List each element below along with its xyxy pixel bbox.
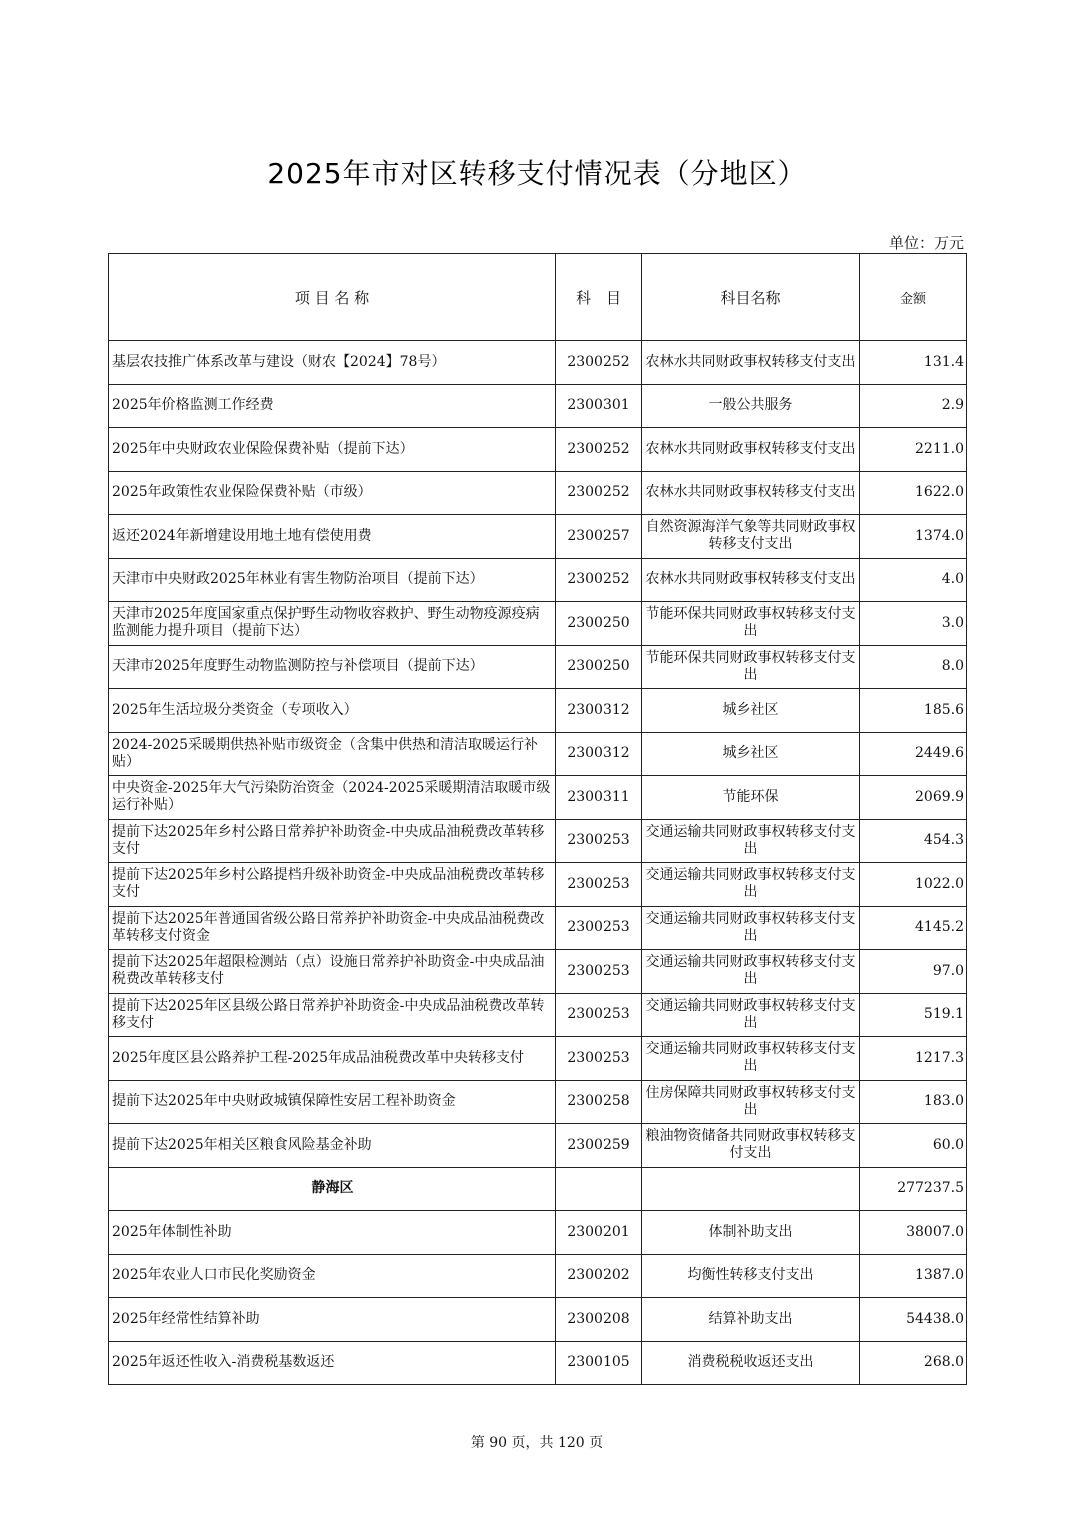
- cell-name: 提前下达2025年相关区粮食风险基金补助: [109, 1124, 556, 1168]
- transfer-table: [108, 253, 967, 1385]
- cell-amount: 2449.6: [860, 732, 967, 776]
- cell-amount: 268.0: [860, 1341, 967, 1385]
- cell-code: 2300258: [556, 1080, 642, 1124]
- cell-amount: 3.0: [860, 602, 967, 646]
- table-row: [109, 993, 967, 1037]
- cell-amount: 185.6: [860, 689, 967, 733]
- table-row: [109, 1037, 967, 1081]
- table-row: [109, 819, 967, 863]
- table-row: [109, 1254, 967, 1298]
- cell-name: 提前下达2025年区县级公路日常养护补助资金-中央成品油税费改革转移支付: [109, 993, 556, 1037]
- cell-name: 提前下达2025年超限检测站（点）设施日常养护补助资金-中央成品油税费改革转移支付: [109, 950, 556, 994]
- cell-subject: 住房保障共同财政事权转移支付支出: [642, 1080, 860, 1124]
- cell-subject: 节能环保: [642, 776, 860, 820]
- cell-subject: 城乡社区: [642, 732, 860, 776]
- header-subject: 科目名称: [642, 254, 860, 341]
- cell-code: 2300253: [556, 1037, 642, 1081]
- cell-name: 静海区: [109, 1167, 556, 1211]
- cell-amount: 277237.5: [860, 1167, 967, 1211]
- cell-amount: 4.0: [860, 558, 967, 602]
- cell-name: 天津市2025年度国家重点保护野生动物收容救护、野生动物疫源疫病监测能力提升项目（提前下达）: [109, 602, 556, 646]
- cell-name: 提前下达2025年中央财政城镇保障性安居工程补助资金: [109, 1080, 556, 1124]
- cell-code: 2300252: [556, 471, 642, 515]
- table-row: [109, 732, 967, 776]
- cell-amount: 1022.0: [860, 863, 967, 907]
- cell-subject: 农林水共同财政事权转移支付支出: [642, 558, 860, 602]
- cell-code: 2300253: [556, 819, 642, 863]
- table-row: [109, 428, 967, 472]
- cell-code: 2300312: [556, 732, 642, 776]
- cell-name: 2025年度区县公路养护工程-2025年成品油税费改革中央转移支付: [109, 1037, 556, 1081]
- header-row: [109, 254, 967, 341]
- cell-amount: 2.9: [860, 384, 967, 428]
- cell-code: 2300250: [556, 645, 642, 689]
- cell-name: 2024-2025采暖期供热补贴市级资金（含集中供热和清洁取暖运行补贴）: [109, 732, 556, 776]
- cell-subject: 交通运输共同财政事权转移支付支出: [642, 1037, 860, 1081]
- cell-code: [556, 1167, 642, 1211]
- table-row: [109, 384, 967, 428]
- cell-code: 2300259: [556, 1124, 642, 1168]
- cell-amount: 38007.0: [860, 1211, 967, 1255]
- table-row: [109, 863, 967, 907]
- cell-amount: 4145.2: [860, 906, 967, 950]
- table-row: [109, 1211, 967, 1255]
- cell-name: 2025年返还性收入-消费税基数返还: [109, 1341, 556, 1385]
- cell-subject: 节能环保共同财政事权转移支付支出: [642, 602, 860, 646]
- cell-amount: 519.1: [860, 993, 967, 1037]
- cell-code: 2300250: [556, 602, 642, 646]
- cell-amount: 131.4: [860, 341, 967, 385]
- table-row: [109, 471, 967, 515]
- cell-amount: 1374.0: [860, 515, 967, 559]
- cell-subject: 农林水共同财政事权转移支付支出: [642, 428, 860, 472]
- table-row: [109, 776, 967, 820]
- cell-name: 基层农技推广体系改革与建设（财农【2024】78号）: [109, 341, 556, 385]
- cell-subject: 交通运输共同财政事权转移支付支出: [642, 906, 860, 950]
- table-row: [109, 602, 967, 646]
- cell-code: 2300208: [556, 1298, 642, 1342]
- page-title: 2025年市对区转移支付情况表（分地区）: [267, 157, 807, 190]
- cell-subject: 一般公共服务: [642, 384, 860, 428]
- cell-name: 天津市中央财政2025年林业有害生物防治项目（提前下达）: [109, 558, 556, 602]
- cell-code: 2300253: [556, 863, 642, 907]
- unit-label: 单位：万元: [888, 234, 964, 252]
- cell-subject: 交通运输共同财政事权转移支付支出: [642, 819, 860, 863]
- cell-name: 提前下达2025年乡村公路日常养护补助资金-中央成品油税费改革转移支付: [109, 819, 556, 863]
- cell-name: 提前下达2025年乡村公路提档升级补助资金-中央成品油税费改革转移支付: [109, 863, 556, 907]
- cell-code: 2300253: [556, 993, 642, 1037]
- cell-code: 2300202: [556, 1254, 642, 1298]
- table-row: [109, 1341, 967, 1385]
- cell-subject: 交通运输共同财政事权转移支付支出: [642, 950, 860, 994]
- cell-subject: 交通运输共同财政事权转移支付支出: [642, 993, 860, 1037]
- cell-code: 2300252: [556, 341, 642, 385]
- cell-name: 天津市2025年度野生动物监测防控与补偿项目（提前下达）: [109, 645, 556, 689]
- table-row: [109, 645, 967, 689]
- cell-amount: 1622.0: [860, 471, 967, 515]
- cell-code: 2300252: [556, 558, 642, 602]
- table-row: [109, 1124, 967, 1168]
- cell-name: 返还2024年新增建设用地土地有偿使用费: [109, 515, 556, 559]
- table-row: [109, 1298, 967, 1342]
- cell-code: 2300253: [556, 906, 642, 950]
- cell-code: 2300301: [556, 384, 642, 428]
- table-row: [109, 515, 967, 559]
- cell-code: 2300257: [556, 515, 642, 559]
- cell-subject: 消费税税收返还支出: [642, 1341, 860, 1385]
- cell-subject: 农林水共同财政事权转移支付支出: [642, 471, 860, 515]
- cell-amount: 97.0: [860, 950, 967, 994]
- cell-amount: 2069.9: [860, 776, 967, 820]
- cell-amount: 2211.0: [860, 428, 967, 472]
- cell-subject: 均衡性转移支付支出: [642, 1254, 860, 1298]
- cell-subject: 交通运输共同财政事权转移支付支出: [642, 863, 860, 907]
- header-code: 科 目: [556, 254, 642, 341]
- cell-code: 2300201: [556, 1211, 642, 1255]
- header-name: 项 目 名 称: [109, 254, 556, 341]
- cell-name: 2025年生活垃圾分类资金（专项收入）: [109, 689, 556, 733]
- region-row: [109, 1167, 967, 1211]
- header-amount: 金额: [860, 254, 967, 341]
- cell-name: 提前下达2025年普通国省级公路日常养护补助资金-中央成品油税费改革转移支付资金: [109, 906, 556, 950]
- cell-name: 2025年经常性结算补助: [109, 1298, 556, 1342]
- cell-name: 2025年体制性补助: [109, 1211, 556, 1255]
- cell-subject: 城乡社区: [642, 689, 860, 733]
- cell-subject: 自然资源海洋气象等共同财政事权转移支付支出: [642, 515, 860, 559]
- table-row: [109, 341, 967, 385]
- cell-amount: 54438.0: [860, 1298, 967, 1342]
- table-row: [109, 1080, 967, 1124]
- cell-subject: [642, 1167, 860, 1211]
- cell-code: 2300252: [556, 428, 642, 472]
- page-footer: 第 90 页，共 120 页: [470, 1435, 604, 1451]
- cell-subject: 粮油物资储备共同财政事权转移支付支出: [642, 1124, 860, 1168]
- cell-amount: 454.3: [860, 819, 967, 863]
- cell-name: 2025年政策性农业保险保费补贴（市级）: [109, 471, 556, 515]
- cell-subject: 农林水共同财政事权转移支付支出: [642, 341, 860, 385]
- cell-name: 2025年农业人口市民化奖励资金: [109, 1254, 556, 1298]
- cell-name: 2025年中央财政农业保险保费补贴（提前下达）: [109, 428, 556, 472]
- table-row: [109, 689, 967, 733]
- cell-amount: 8.0: [860, 645, 967, 689]
- cell-name: 中央资金-2025年大气污染防治资金（2024-2025采暖期清洁取暖市级运行补贴）: [109, 776, 556, 820]
- cell-code: 2300311: [556, 776, 642, 820]
- table-row: [109, 558, 967, 602]
- cell-name: 2025年价格监测工作经费: [109, 384, 556, 428]
- table-row: [109, 950, 967, 994]
- cell-subject: 结算补助支出: [642, 1298, 860, 1342]
- cell-code: 2300253: [556, 950, 642, 994]
- cell-amount: 183.0: [860, 1080, 967, 1124]
- cell-code: 2300312: [556, 689, 642, 733]
- cell-subject: 体制补助支出: [642, 1211, 860, 1255]
- cell-code: 2300105: [556, 1341, 642, 1385]
- cell-subject: 节能环保共同财政事权转移支付支出: [642, 645, 860, 689]
- cell-amount: 1217.3: [860, 1037, 967, 1081]
- cell-amount: 1387.0: [860, 1254, 967, 1298]
- cell-amount: 60.0: [860, 1124, 967, 1168]
- table-row: [109, 906, 967, 950]
